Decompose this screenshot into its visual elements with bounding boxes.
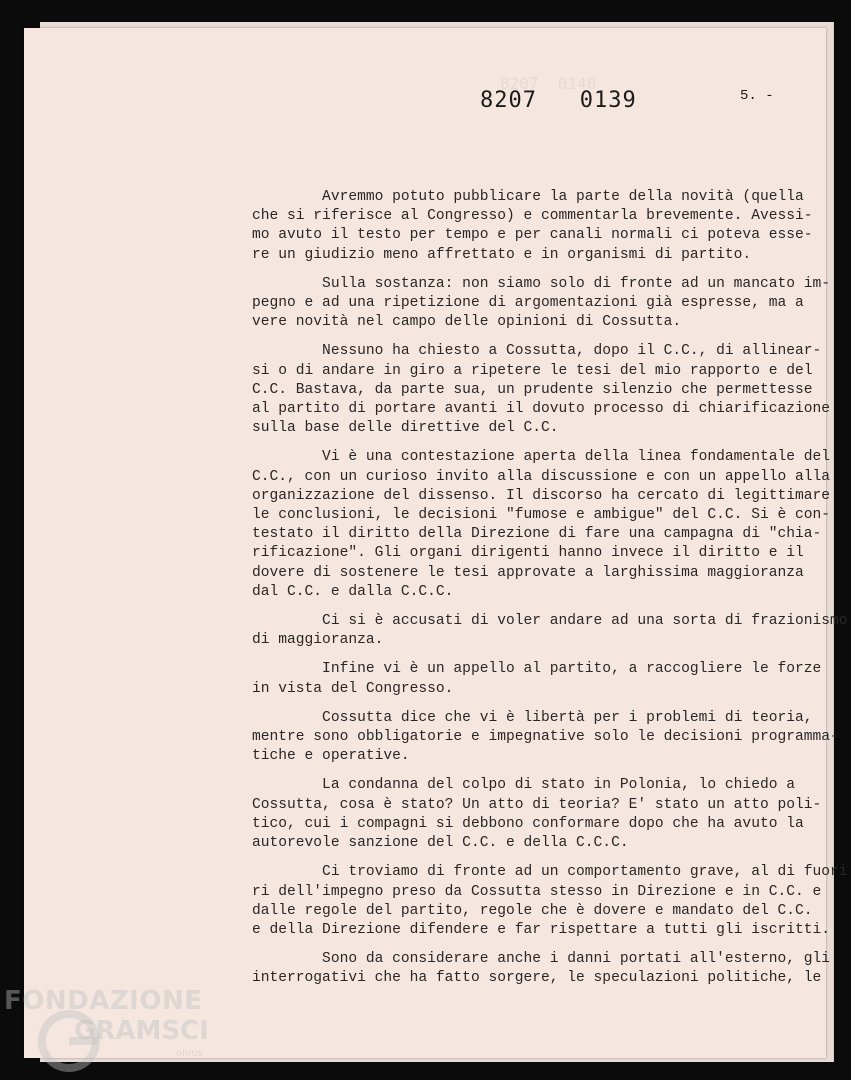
text-line: Infine vi è un appello al partito, a raccogliere le forze — [252, 661, 822, 678]
text-line: Sulla sostanza: non siamo solo di fronte ad un mancato im- — [252, 275, 831, 292]
paragraph — [252, 709, 839, 767]
text-line: C.C., con un curioso invito alla discussione e con un appello alla — [252, 468, 831, 485]
paragraph — [252, 660, 822, 698]
watermark-suffix: onlus — [176, 1048, 203, 1059]
text-line: dalle regole del partito, regole che è dovere e mandato del C.C. — [252, 902, 813, 919]
text-line: in vista del Congresso. — [252, 680, 454, 697]
text-line: testato il diritto della Direzione di fare una campagna di "chia- — [252, 526, 822, 543]
paragraph — [252, 776, 822, 853]
fondazione-gramsci-watermark — [4, 986, 214, 1080]
text-line: di maggioranza. — [252, 632, 384, 649]
text-line: le conclusioni, le decisioni "fumose e ambigue" del C.C. Si è con- — [252, 507, 831, 524]
text-line: Avremmo potuto pubblicare la parte della novità (quella — [252, 189, 804, 205]
text-line: autorevole sanzione del C.C. e della C.C.C. — [252, 835, 629, 852]
text-line: vere novità nel campo delle opinioni di Cossutta. — [252, 314, 682, 331]
paragraph — [252, 275, 831, 333]
text-line: organizzazione del dissenso. Il discorso ha cercato di legittimare — [252, 487, 831, 504]
archive-number: 8207 0139 — [480, 88, 637, 113]
text-line: Vi è una contestazione aperta della linea fondamentale del — [252, 449, 831, 466]
document-body — [252, 188, 848, 999]
text-line: Ci troviamo di fronte ad un comportamento grave, al di fuori — [252, 864, 848, 881]
text-line: e della Direzione difendere e far rispettare a tutti gli iscritti. — [252, 921, 831, 938]
bleed-through-number: 8207 0140 — [500, 74, 597, 93]
text-line: si o di andare in giro a ripetere le tesi del mio rapporto e del — [252, 362, 813, 379]
paragraph — [252, 950, 831, 988]
text-line: interrogativi che ha fatto sorgere, le speculazioni politiche, le — [252, 970, 822, 987]
text-line: rificazione". Gli organi dirigenti hanno invece il diritto e il — [252, 545, 804, 562]
text-line: pegno e ad una ripetizione di argomentazioni già espresse, ma a — [252, 295, 804, 312]
paragraph — [252, 342, 831, 438]
text-line: re un giudizio meno affrettato e in organismi di partito. — [252, 246, 752, 263]
paragraph — [252, 863, 848, 940]
text-line: ri dell'impegno preso da Cossutta stesso in Direzione e in C.C. e — [252, 883, 822, 900]
text-line: mo avuto il testo per tempo e per canali normali ci poteva esse- — [252, 227, 813, 244]
text-line: dal C.C. e dalla C.C.C. — [252, 583, 454, 600]
watermark-line1: FONDAZIONE — [4, 986, 203, 1016]
text-line: dovere di sostenere le tesi approvate a larghissima maggioranza — [252, 564, 804, 581]
text-line: Cossutta dice che vi è libertà per i problemi di teoria, — [252, 709, 813, 726]
text-line: mentre sono obbligatorie e impegnative solo le decisioni programma- — [252, 729, 839, 746]
text-line: tico, cui i compagni si debbono conformare dopo che ha avuto la — [252, 815, 804, 832]
text-line: C.C. Bastava, da parte sua, un prudente silenzio che permettesse — [252, 381, 813, 398]
text-line: La condanna del colpo di stato in Polonia, lo chiedo a — [252, 777, 795, 794]
paragraph — [252, 612, 848, 650]
text-line: Sono da considerare anche i danni portati all'esterno, gli — [252, 951, 831, 968]
text-line: Ci si è accusati di voler andare ad una sorta di frazionismo — [252, 613, 848, 630]
page-number: 5. - — [740, 88, 774, 104]
text-line: al partito di portare avanti il dovuto processo di chiarificazione — [252, 401, 831, 418]
paragraph — [252, 448, 831, 602]
watermark-line2: GRAMSCI — [74, 1016, 209, 1046]
text-line: Nessuno ha chiesto a Cossutta, dopo il C.C., di allinear- — [252, 343, 822, 360]
text-line: Cossutta, cosa è stato? Un atto di teoria? E' stato un atto poli- — [252, 796, 822, 813]
text-line: tiche e operative. — [252, 748, 410, 765]
text-line: che si riferisce al Congresso) e commentarla brevemente. Avessi- — [252, 208, 813, 225]
text-line: sulla base delle direttive del C.C. — [252, 420, 559, 437]
paragraph — [252, 188, 813, 265]
